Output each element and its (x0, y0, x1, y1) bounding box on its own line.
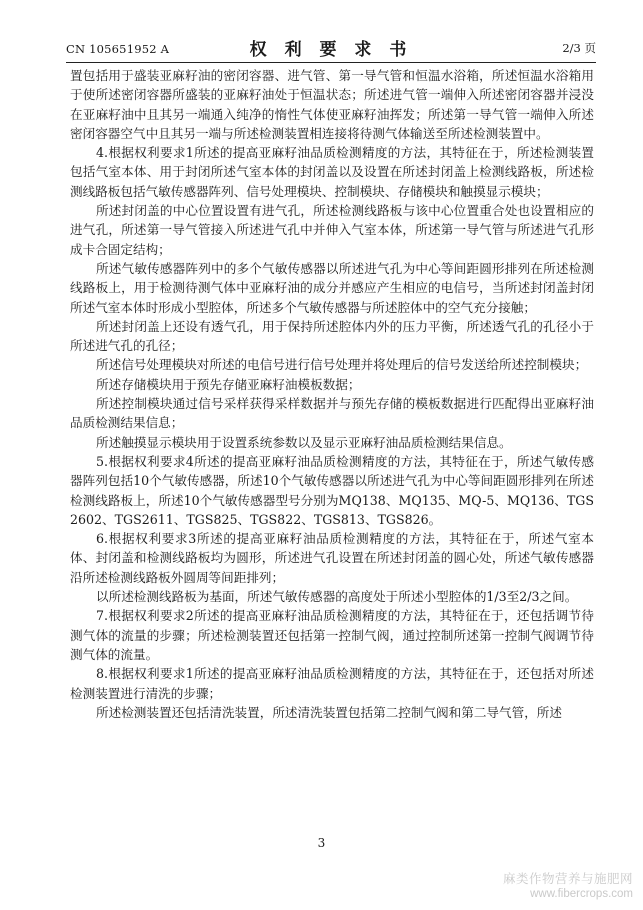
claim-paragraph: 所述气敏传感器阵列中的多个气敏传感器以所述进气孔为中心等间距圆形排列在所述检测线路板上，用于检测待测气体中亚麻籽油的成分并感应产生相应的电信号，当所述封闭盖封闭所述气室本体时形成小型腔体，所述多个气敏传感器与所述腔体中的空气充分接触； (70, 260, 594, 315)
page-of-indicator: 2/3 页 (562, 41, 596, 55)
claim-paragraph: 7.根据权利要求2所述的提高亚麻籽油品质检测精度的方法，其特征在于，还包括调节待测气体的流量的步骤；所述检测装置还包括第一控制气阀，通过控制所述第一控制气阀调节待测气体的流量。 (70, 608, 594, 662)
claim-paragraph: 所述触摸显示模块用于设置系统参数以及显示亚麻籽油品质检测结果信息。 (96, 434, 512, 450)
claim-paragraph: 4.根据权利要求1所述的提高亚麻籽油品质检测精度的方法，其特征在于，所述检测装置包括气室本体、用于封闭所述气室本体的封闭盖以及设置在所述封闭盖上检测线路板，所述检测线路板包括气敏传感器阵列、信号处理模块、控制模块、存储模块和触摸显示模块； (70, 145, 594, 199)
claim-paragraph: 所述检测装置还包括清洗装置，所述清洗装置包括第二控制气阀和第二导气管，所述 (96, 704, 562, 720)
claim-paragraph: 所述封闭盖上还设有透气孔，用于保持所述腔体内外的压力平衡，所述透气孔的孔径小于所述进气孔的孔径； (70, 318, 594, 354)
patent-number: CN 105651952 A (66, 42, 170, 56)
document-header (66, 36, 596, 62)
claim-paragraph: 以所述检测线路板为基面，所述气敏传感器的高度处于所述小型腔体的1/3至2/3之间。 (96, 589, 578, 605)
claim-paragraph: 所述控制模块通过信号采样获得采样数据并与预先存储的模板数据进行匹配得出亚麻籽油品质检测结果信息； (70, 396, 594, 431)
header-divider (66, 62, 596, 63)
claim-paragraph: 所述信号处理模块对所述的电信号进行信号处理并将处理后的信号发送给所述控制模块； (96, 357, 588, 373)
claim-paragraph: 8.根据权利要求1所述的提高亚麻籽油品质检测精度的方法，其特征在于，还包括对所述检测装置进行清洗的步骤； (70, 666, 594, 701)
claim-paragraph: 6.根据权利要求3所述的提高亚麻籽油品质检测精度的方法，其特征在于，所述气室本体、封闭盖和检测线路板均为圆形，所述进气孔设置在所述封闭盖的圆心处，所述气敏传感器沿所述检测线路板外圆周等间距排列； (70, 531, 594, 585)
claims-body (70, 66, 594, 722)
claim-paragraph: 5.根据权利要求4所述的提高亚麻籽油品质检测精度的方法，其特征在于，所述气敏传感器阵列包括10个气敏传感器，所述10个气敏传感器以所述进气孔为中心等间距圆形排列在所述检测线路板上，所述10个气敏传感器型号分别为MQ138、MQ135、MQ-5、MQ136、TGS2602、TGS2611、TGS825、TGS822、TGS813、TGS826。 (70, 453, 594, 527)
watermark (503, 872, 633, 902)
watermark-site-name: 麻类作物营养与施肥网 (502, 872, 633, 886)
watermark-url: www.fibercrops.com (530, 888, 633, 900)
page-number: 3 (317, 836, 326, 850)
claim-paragraph: 所述存储模块用于预先存储亚麻籽油模板数据； (96, 376, 361, 392)
section-title: 权 利 要 求 书 (249, 40, 413, 60)
claim-paragraph: 置包括用于盛装亚麻籽油的密闭容器、进气管、第一导气管和恒温水浴箱，所述恒温水浴箱用于使所述密闭容器所盛装的亚麻籽油处于恒温状态；所述进气管一端伸入所述密闭容器并浸没在亚麻籽油中且其另一端通入纯净的惰性气体使亚麻籽油挥发；所述第一导气管一端伸入所述密闭容器空气中且其另一端与所述检测装置相连接将待测气体输送至所述检测装置中。 (70, 68, 594, 141)
claim-paragraph: 所述封闭盖的中心位置设置有进气孔，所述检测线路板与该中心位置重合处也设置相应的进气孔，所述第一导气管接入所述进气孔中并伸入气室本体，所述第一导气管与所述进气孔形成卡合固定结构； (70, 203, 594, 257)
